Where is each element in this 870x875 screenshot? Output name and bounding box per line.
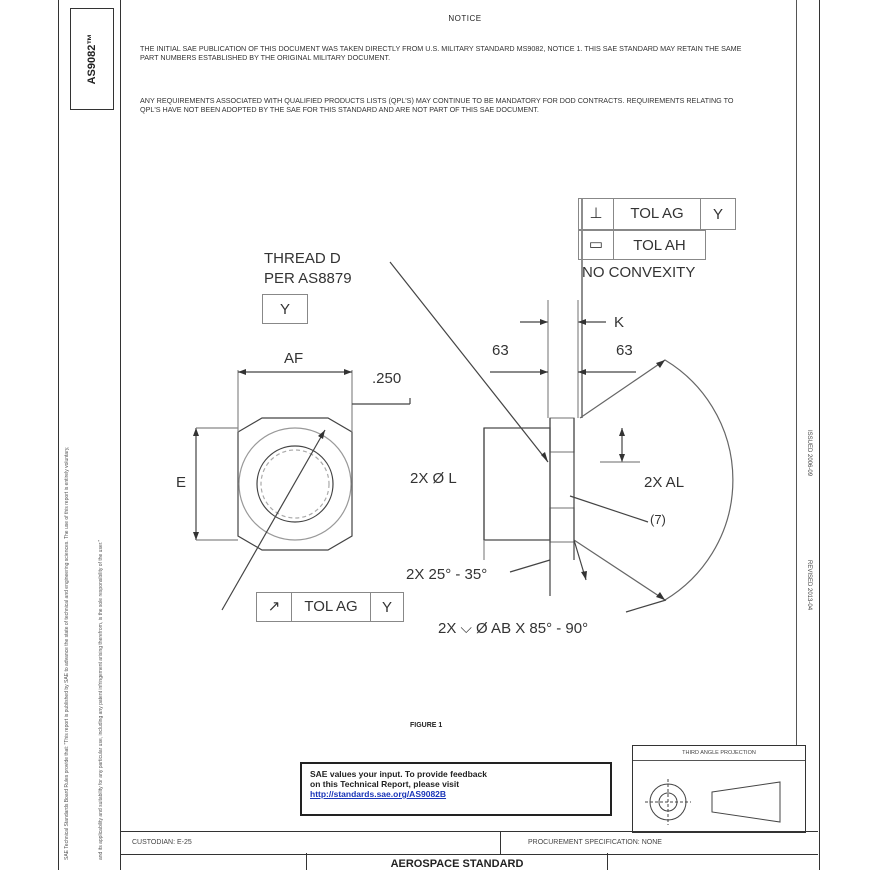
thread-label-1: THREAD D	[264, 250, 341, 267]
projection-block	[632, 745, 806, 833]
control-frame-mid	[578, 230, 706, 260]
diameter-l-dimension: 2X Ø L	[410, 470, 457, 487]
tol-ag-label: TOL AG	[614, 199, 701, 229]
side-view-body	[484, 428, 550, 540]
k-dimension: K	[614, 314, 625, 331]
dim-250: .250	[372, 370, 402, 387]
projection-heading: THIRD ANGLE PROJECTION	[633, 746, 805, 761]
tol-ah-label: TOL AH	[633, 236, 686, 254]
tol-ag-bottom-label: TOL AG	[292, 593, 371, 621]
perpendicularity-symbol: ⊥	[579, 199, 614, 229]
thread-minor	[261, 450, 329, 518]
side-note-left-a: SAE Technical Standards Board Rules provide that: "This report is published by SAE to advance the state of technical and engineering sciences. The use of this report is entirely voluntary,	[64, 446, 70, 860]
e-dimension: E	[176, 474, 187, 491]
notice-title: NOTICE	[448, 14, 482, 23]
dim-63-left: 63	[492, 342, 509, 359]
feedback-line-2: on this Technical Report, please visit	[310, 779, 460, 789]
note-7-label: (7)	[650, 512, 666, 527]
procurement-label: PROCUREMENT SPECIFICATION: NONE	[528, 839, 662, 846]
datum-y-label: Y	[712, 205, 723, 223]
flatness-symbol: ▭	[579, 231, 614, 259]
thread-label-2: PER AS8879	[264, 270, 352, 287]
bearing-circle	[239, 428, 351, 540]
dim-63-right: 63	[616, 342, 633, 359]
side-hatch-bottom	[550, 508, 574, 542]
footer-divider	[500, 832, 501, 854]
side-note-right-a: ISSUED 2006-09	[806, 430, 812, 477]
thread-datum-box	[262, 294, 308, 324]
footer-row	[120, 831, 818, 855]
title-block-left	[120, 853, 306, 870]
feedback-line-1: SAE values your input. To provide feedback	[310, 769, 487, 779]
side-note-right-b: REVISED 2013-04	[806, 560, 812, 611]
standard-title: AEROSPACE STANDARD	[390, 858, 524, 870]
side-hatch-top	[550, 418, 574, 452]
thread-datum-label: Y	[279, 300, 290, 318]
title-block	[306, 853, 608, 870]
side-note-left-b: and its applicability and suitability for any particular use, including any patent infringement arising therefrom, is the sole responsibility of the user."	[98, 539, 104, 860]
notice-paragraph-1: THE INITIAL SAE PUBLICATION OF THIS DOCUMENT WAS TAKEN DIRECTLY FROM U.S. MILITARY STANDARD MS9082, NOTICE 1. THIS SAE STANDARD MAY RETAIN THE SAME PART NUMBERS ESTABLISHED BY THE ORIGINAL MILITARY DOCUMENT.	[140, 44, 742, 62]
thread-bore	[257, 446, 333, 522]
countersink-dimension: 2X ⌵ Ø AB X 85° - 90°	[438, 620, 589, 637]
feedback-link[interactable]: http://standards.sae.org/AS9082B	[310, 789, 447, 799]
hex-outline	[238, 418, 352, 550]
af-dimension: AF	[284, 350, 304, 367]
notice-paragraph-2: ANY REQUIREMENTS ASSOCIATED WITH QUALIFIED PRODUCTS LISTS (QPL'S) MAY CONTINUE TO BE MANDATORY FOR DOD CONTRACTS. REQUIREMENTS RELATING TO QPL'S HAVE NOT BEEN ADOPTED BY THE SAE FOR THIS STANDARD AND ARE NOT PART OF THIS SAE DOCUMENT.	[140, 96, 734, 114]
document-id: AS9082™	[86, 33, 98, 85]
control-frame-top	[578, 198, 736, 230]
datum-y-bottom-label: Y	[381, 598, 392, 616]
feedback-box	[300, 762, 612, 816]
no-convexity-label: NO CONVEXITY	[582, 264, 696, 281]
al-dimension: 2X AL	[644, 474, 685, 491]
figure-caption: FIGURE 1	[410, 722, 443, 729]
control-frame-bottom	[256, 592, 404, 622]
chamfer-dimension: 2X 25° - 35°	[406, 566, 488, 583]
custodian-label: CUSTODIAN: E-25	[132, 839, 192, 846]
runout-symbol: ↗	[257, 593, 292, 621]
